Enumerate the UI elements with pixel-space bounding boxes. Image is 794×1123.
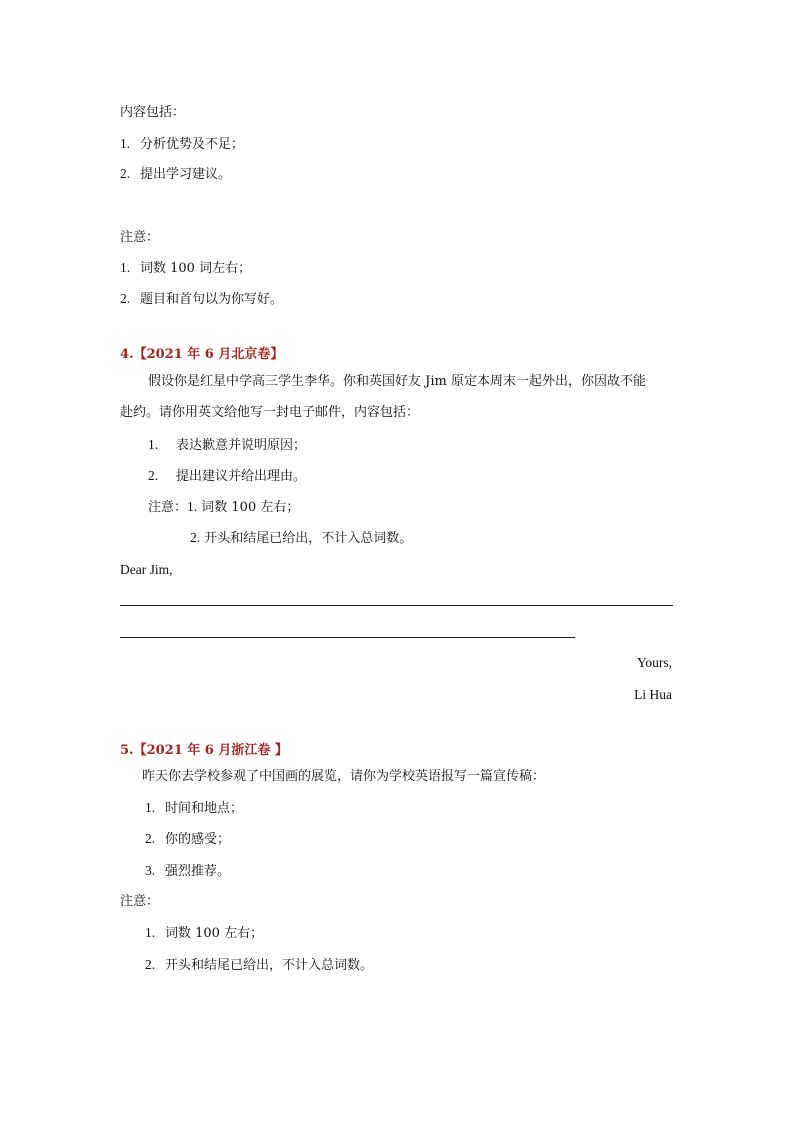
question-4-paragraph-line1: 假设你是红星中学高三学生李华。你和英国好友 Jim 原定本周末一起外出，你因故不能 — [148, 374, 646, 389]
item-text: 提出学习建议。 — [140, 167, 232, 182]
item-text: 表达歉意并说明原因； — [176, 438, 307, 453]
item-number: 2. — [148, 468, 159, 483]
list-item — [148, 467, 306, 486]
item-text: 提出建议并给出理由。 — [176, 469, 307, 484]
item-number: 3. — [145, 863, 156, 878]
content-heading: 内容包括： — [120, 105, 186, 120]
list-item — [145, 924, 263, 943]
note-heading: 注意： — [120, 230, 160, 245]
item-number: 1. — [145, 800, 156, 815]
list-item — [145, 956, 373, 975]
list-item — [120, 135, 244, 154]
item-number: 1. — [145, 925, 156, 940]
note-line — [148, 498, 299, 517]
note-line — [190, 529, 412, 548]
item-text: 强烈推荐。 — [165, 864, 231, 879]
signature: Li Hua — [634, 687, 672, 702]
item-number: 2. — [190, 530, 201, 545]
item-number: 1. — [187, 499, 198, 514]
note-heading: 注意： — [120, 894, 160, 909]
salutation: Dear Jim, — [120, 562, 173, 577]
note-label: 注意： — [148, 500, 188, 515]
list-item — [148, 436, 306, 455]
item-number: 1. — [120, 260, 131, 275]
list-item — [120, 290, 283, 309]
answer-line — [120, 637, 575, 638]
item-text: 题目和首句以为你写好。 — [140, 292, 284, 307]
item-text: 词数 100 词左右； — [140, 261, 252, 276]
list-item — [120, 259, 251, 278]
item-number: 2. — [145, 831, 156, 846]
answer-line — [120, 605, 673, 606]
item-text: 时间和地点； — [165, 801, 244, 816]
item-text: 分析优势及不足； — [140, 137, 245, 152]
closing: Yours, — [636, 655, 672, 670]
list-item — [145, 862, 230, 881]
item-text: 词数 100 左右； — [165, 926, 264, 941]
item-text: 词数 100 左右； — [201, 500, 300, 515]
item-text: 开头和结尾已给出，不计入总词数。 — [204, 531, 413, 546]
item-number: 1. — [120, 136, 131, 151]
list-item — [120, 165, 231, 184]
item-number: 2. — [120, 291, 131, 306]
item-number: 2. — [145, 957, 156, 972]
list-item — [145, 830, 230, 849]
question-4-title: 4.【2021 年 6 月北京卷】 — [120, 347, 284, 362]
item-number: 2. — [120, 166, 131, 181]
item-text: 你的感受； — [165, 832, 231, 847]
item-text: 开头和结尾已给出，不计入总词数。 — [165, 958, 374, 973]
question-5-paragraph: 昨天你去学校参观了中国画的展览，请你为学校英语报写一篇宣传稿： — [142, 769, 546, 784]
item-number: 1. — [148, 437, 159, 452]
question-4-paragraph-line2: 赴约。请你用英文给他写一封电子邮件，内容包括： — [120, 405, 420, 420]
question-5-title: 5.【2021 年 6 月浙江卷 】 — [120, 743, 288, 758]
list-item — [145, 799, 243, 818]
